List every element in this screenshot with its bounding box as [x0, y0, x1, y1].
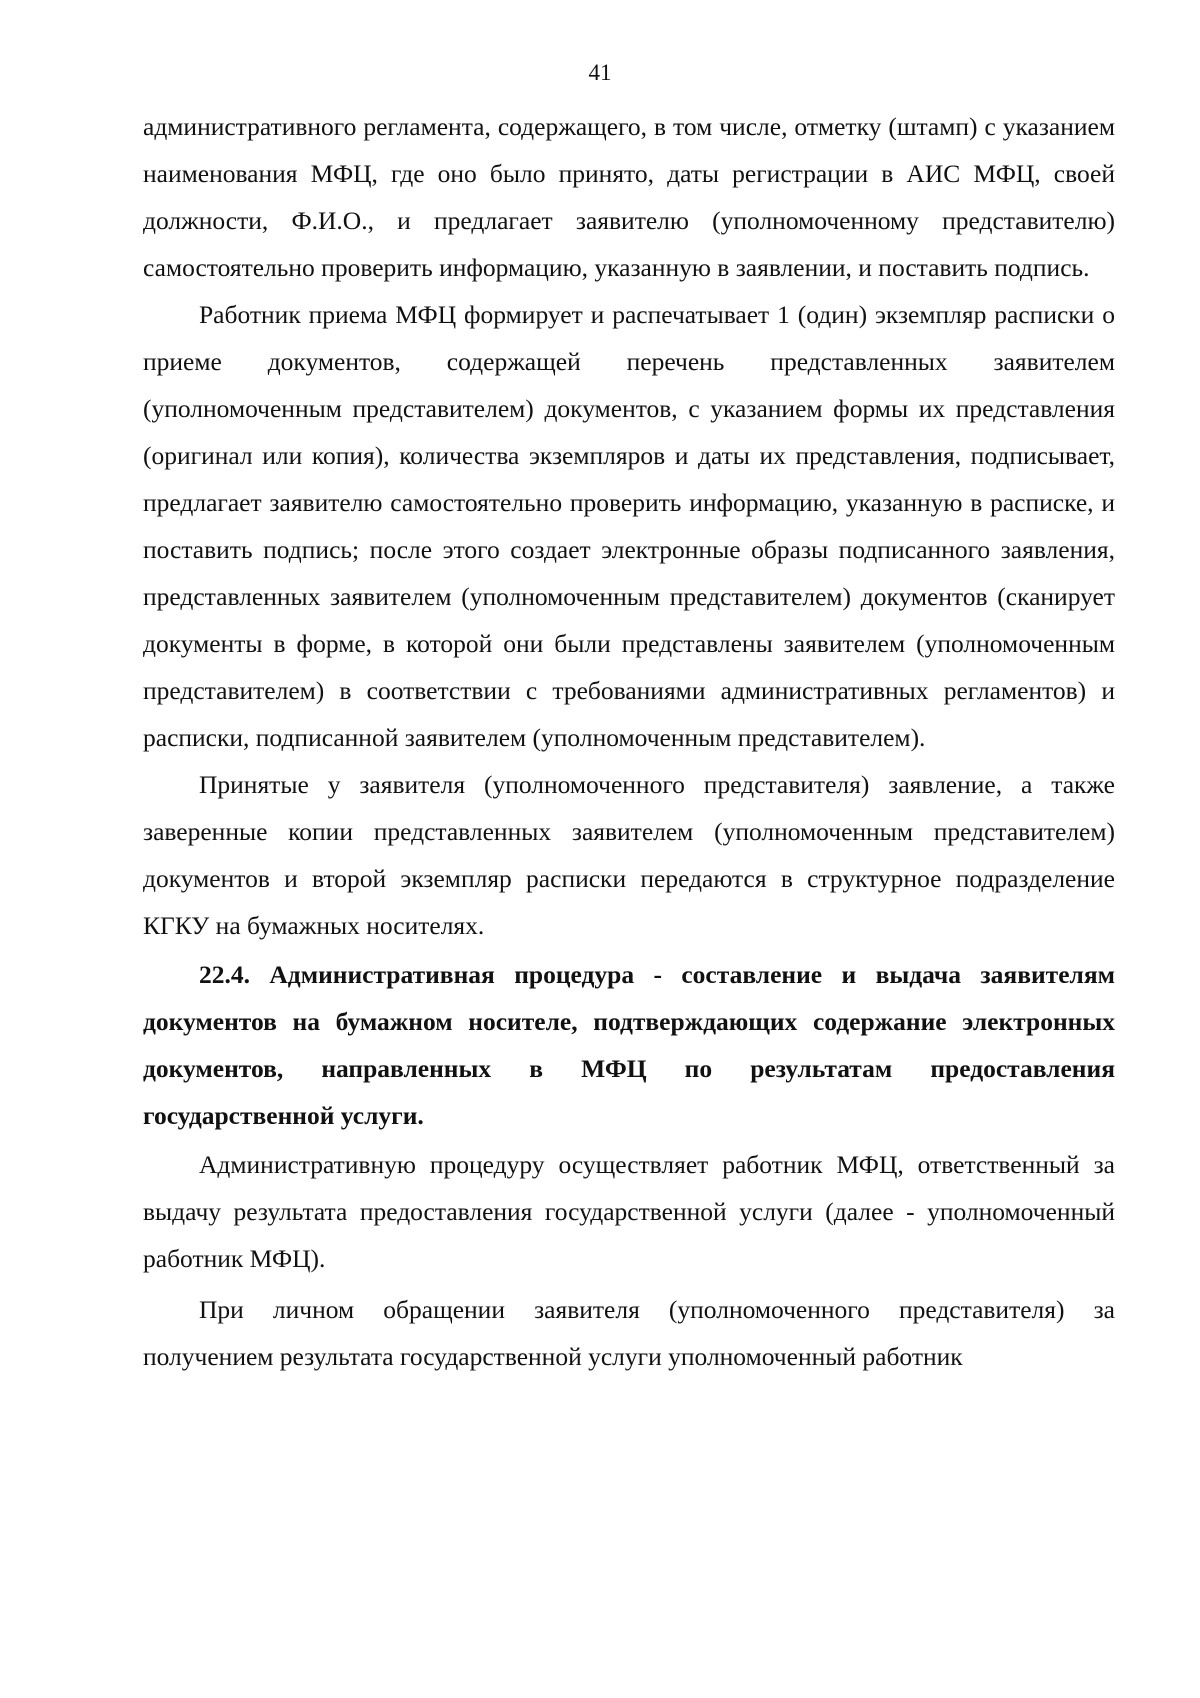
paragraph-personal-appeal: При личном обращении заявителя (уполномоченного представителя) за получением результата государственной услуги уполномоченный работник: [143, 1295, 1115, 1371]
paragraph-procedure-responsible: Административную процедуру осуществляет работник МФЦ, ответственный за выдачу результата предоставления государственной услуги (далее - уполномоченный работник МФЦ).: [143, 1150, 1115, 1273]
page-number: 41: [588, 60, 612, 85]
paragraph-documents-transfer: Принятые у заявителя (уполномоченного представителя) заявление, а также заверенные копии представленных заявителем (уполномоченным представителем) документов и второй экземпляр расписки передаются в структурное подразделение КГКУ на бумажных носителях.: [143, 770, 1115, 940]
document-body: [143, 103, 1115, 1380]
paragraph-receipt-formation: Работник приема МФЦ формирует и распечатывает 1 (один) экземпляр расписки о приеме документов, содержащей перечень представленных заявителем (уполномоченным представителем) документов, с указанием формы их представления (оригинал или копия), количества экземпляров и даты их представления, подписывает, предлагает заявителю самостоятельно проверить информацию, указанную в расписке, и поставить подпись; после этого создает электронные образы подписанного заявления, представленных заявителем (уполномоченным представителем) документов (сканирует документы в форме, в которой они были представлены заявителем (уполномоченным представителем) в соответствии с требованиями административных регламентов) и расписки, подписанной заявителем (уполномоченным представителем).: [143, 300, 1115, 752]
paragraph-continuation: административного регламента, содержащего, в том числе, отметку (штамп) с указанием наименования МФЦ, где оно было принято, даты регистрации в АИС МФЦ, своей должности, Ф.И.О., и предлагает заявителю (уполномоченному представителю) самостоятельно проверить информацию, указанную в заявлении, и поставить подпись.: [143, 112, 1115, 282]
section-heading-22-4: 22.4. Административная процедура - составление и выдача заявителям документов на бумажном носителе, подтверждающих содержание электронных документов, направленных в МФЦ по результатам предоставления государственной услуги.: [143, 960, 1115, 1130]
